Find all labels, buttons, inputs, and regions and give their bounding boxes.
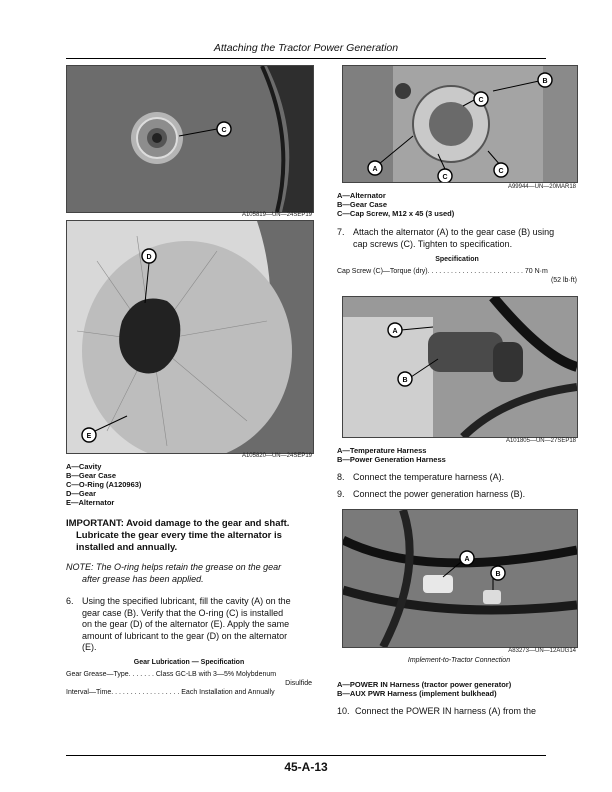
step-line: Using the specified lubricant, fill the cavity (A) on the <box>82 596 291 606</box>
spec-row: Interval—Time. . . . . . . . . . . . . . . . . . Each Installation and Annually <box>66 689 275 696</box>
legend-item: A—Alternator <box>337 191 386 200</box>
figure-5-id: A83273—UN—12AUG14 <box>508 648 576 654</box>
note <box>66 562 316 585</box>
callout-c-text: C <box>478 97 484 104</box>
callout-b-text: B <box>495 571 501 578</box>
note-line: after grease has been applied. <box>82 573 204 584</box>
step-number: 8. <box>337 472 345 482</box>
legend-power-harness <box>337 680 511 698</box>
step-number: 7. <box>337 227 345 237</box>
step-line: Connect the POWER IN harness (A) from the <box>355 706 537 716</box>
figure-3-id: A99944—UN—20MAR18 <box>507 184 576 190</box>
legend-item: D—Gear <box>66 489 97 498</box>
callout-b-text: B <box>402 377 408 384</box>
step-7 <box>337 227 583 250</box>
spec-row-cont: Disulfide <box>285 680 312 687</box>
callout-e-text: E <box>86 433 92 440</box>
callout-b-text: B <box>542 78 548 85</box>
callout-c-text: C <box>498 168 504 175</box>
step-line: Connect the power generation harness (B). <box>353 489 526 499</box>
legend-gear <box>66 462 141 507</box>
alternator-mount-illustration <box>343 66 577 182</box>
figure-2-id: A105820—UN—24SEP19 <box>241 453 312 459</box>
page-header: Attaching the Tractor Power Generation <box>213 42 399 54</box>
figure-4-id: A101805—UN—27SEP18 <box>505 438 576 444</box>
step-9 <box>337 489 583 501</box>
gear-oring-illustration <box>67 66 313 212</box>
figure-gear-oring-photo <box>66 65 314 213</box>
legend-item: C—Cap Screw, M12 x 45 (3 used) <box>337 209 455 218</box>
important-line: IMPORTANT: Avoid damage to the gear and shaft. <box>66 518 290 529</box>
spec-row: Gear Grease—Type. . . . . . . Class GC-LB with 3—5% Molybdenum <box>66 671 277 678</box>
gear-cavity-illustration <box>67 221 313 453</box>
step-line: gear case (B). Verify that the O-ring (C) is installed <box>82 607 284 618</box>
figure-1-id: A105819—UN—24SEP19 <box>241 212 312 218</box>
legend-item: B—Gear Case <box>66 471 117 480</box>
spec-row-cont: (52 lb·ft) <box>550 277 577 284</box>
step-line: Attach the alternator (A) to the gear case (B) using <box>353 227 555 237</box>
gear-lubrication-spec <box>66 670 312 697</box>
step-10 <box>337 706 583 718</box>
callout-d-text: D <box>146 254 152 261</box>
figure-gear-cavity-photo <box>66 220 314 454</box>
figure-5-caption: Implement-to-Tractor Connection <box>407 657 511 664</box>
step-line: Connect the temperature harness (A). <box>353 472 505 482</box>
important-notice <box>66 518 316 554</box>
footer-rule <box>66 755 546 756</box>
spec-row: Cap Screw (C)—Torque (dry). . . . . . . . . . . . . . . . . . . . . . . . . 70 N·m <box>337 268 548 275</box>
figure-implement-connection-photo <box>342 509 578 648</box>
page-number: 45-A-13 <box>284 760 328 774</box>
callout-c-text: C <box>221 127 227 134</box>
legend-item: B—AUX PWR Harness (implement bulkhead) <box>337 689 497 698</box>
header-rule <box>66 58 546 59</box>
torque-spec-title: Specification <box>435 256 479 263</box>
harness-illustration <box>343 297 577 437</box>
step-line: on the gear (D) of the alternator (E). Apply the same <box>82 619 290 629</box>
legend-item: A—POWER IN Harness (tractor power generator) <box>337 680 512 689</box>
implement-connection-illustration <box>343 510 577 647</box>
step-line: (E). <box>82 642 97 652</box>
legend-item: B—Gear Case <box>337 200 388 209</box>
legend-alternator <box>337 191 454 218</box>
legend-harness <box>337 446 446 464</box>
important-line: Lubricate the gear every time the alternator is <box>76 530 282 541</box>
note-line: NOTE: The O-ring helps retain the grease on the gear <box>66 562 282 572</box>
legend-item: C—O-Ring (A120963) <box>66 480 142 489</box>
gear-lubrication-spec-title: Gear Lubrication — Specification <box>133 659 245 666</box>
torque-spec <box>337 267 577 285</box>
callout-a-text: A <box>372 166 378 173</box>
step-number: 9. <box>337 489 345 499</box>
callout-a-text: A <box>464 556 470 563</box>
figure-harness-photo <box>342 296 578 438</box>
important-line: installed and annually. <box>76 542 178 553</box>
legend-item: B—Power Generation Harness <box>337 455 446 464</box>
step-8 <box>337 472 583 484</box>
step-number: 10. <box>337 706 350 716</box>
callout-a-text: A <box>392 328 398 335</box>
legend-item: A—Cavity <box>66 462 102 471</box>
figure-alternator-mount-photo <box>342 65 578 183</box>
callout-c-text: C <box>442 174 448 181</box>
legend-item: E—Alternator <box>66 498 115 507</box>
legend-item: A—Temperature Harness <box>337 446 427 455</box>
step-line: amount of lubricant to the gear (D) on the alternator <box>82 630 288 641</box>
step-line: cap screws (C). Tighten to specification. <box>353 238 513 249</box>
step-6 <box>66 596 316 654</box>
step-number: 6. <box>66 596 74 606</box>
